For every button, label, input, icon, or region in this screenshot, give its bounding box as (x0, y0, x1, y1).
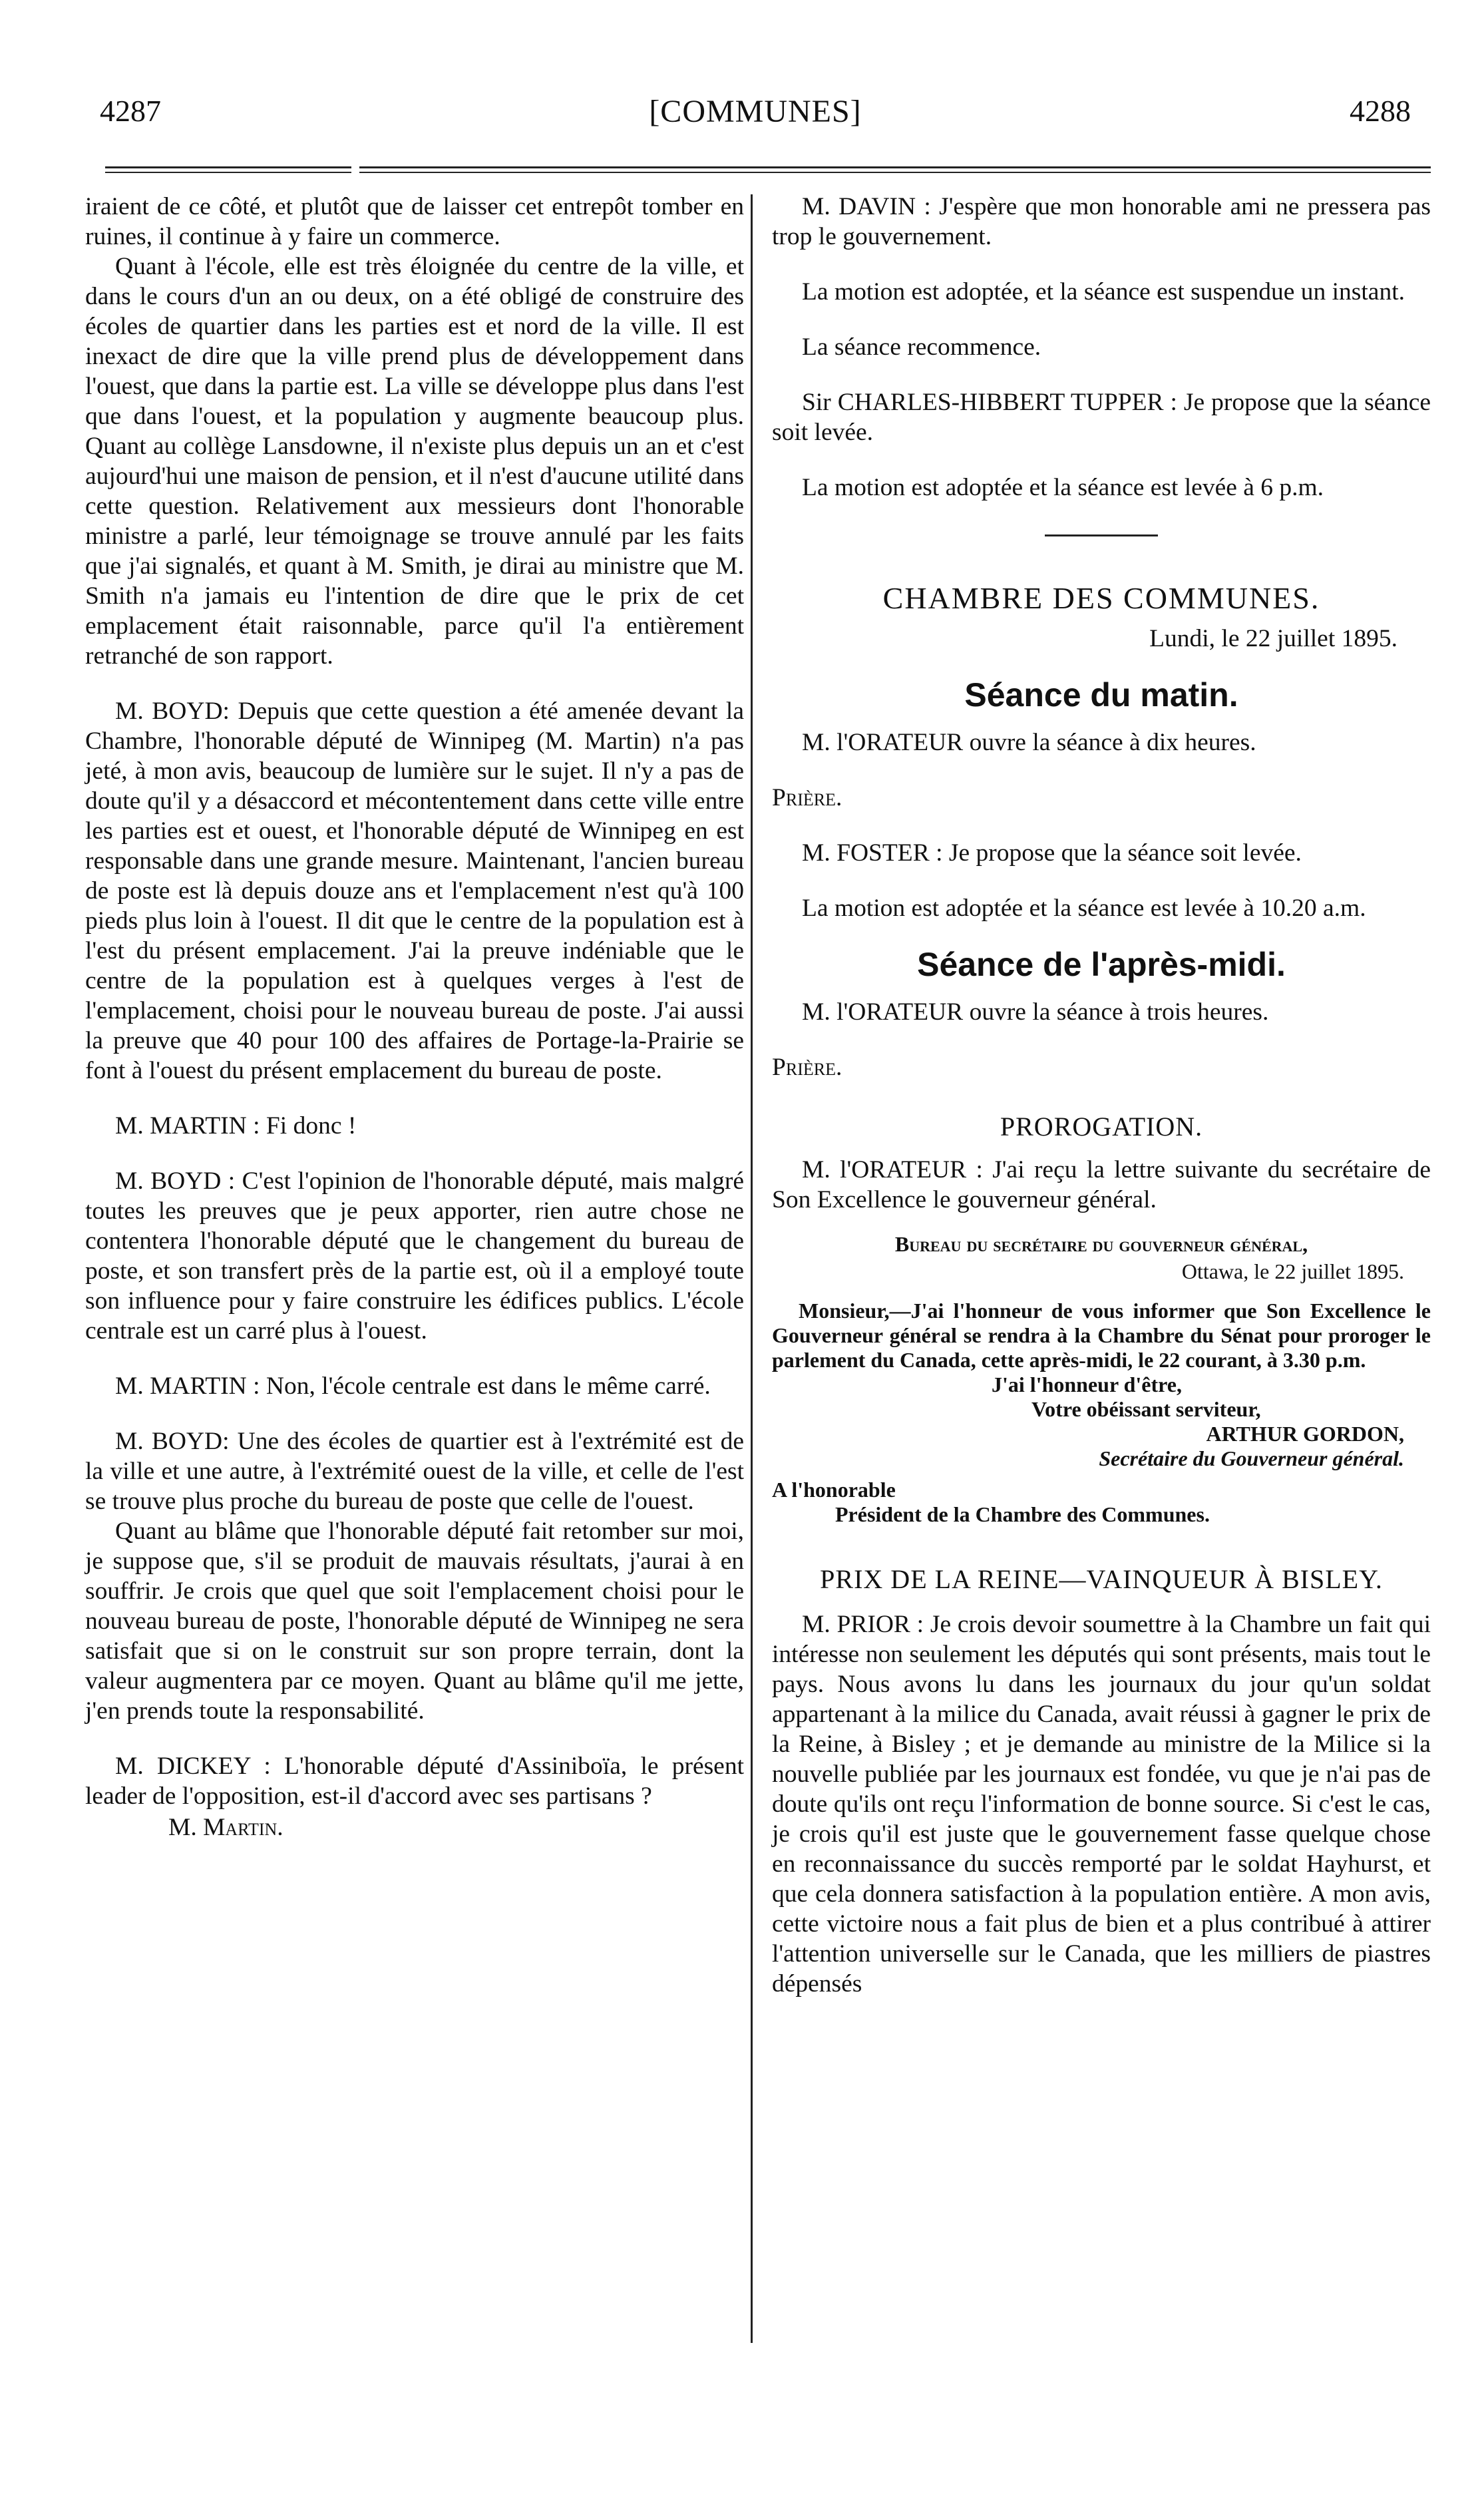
motion-text: La motion est adoptée, et la séance est suspendue un instant. (802, 278, 1405, 306)
page-header (100, 93, 1411, 140)
paragraph: Quant au blâme que l'honorable député fait retomber sur moi, je suppose que, s'il se produit de mauvais résultats, j'aurai à en souffrir. Je crois que quel que soit l'emplacement choisi pour le nouveau bureau de poste, l'honorable député de Winnipeg ne sera satisfait que si on le construit sur son propre terrain, dont la valeur augmentera par ce moyen. Quant au blâme qu'il me jette, j'en prends toute la responsabilité. (85, 1518, 744, 1725)
speech-martin: M. MARTIN : Fi donc ! (115, 1112, 357, 1140)
speech-davin: M. DAVIN : J'espère que mon honorable ami ne pressera pas trop le gouvernement. (772, 193, 1431, 250)
motion-text: La motion est adoptée et la séance est levée à 10.20 a.m. (802, 895, 1366, 922)
right-column (772, 192, 1431, 1999)
speech-foster: M. FOSTER : Je propose que la séance soit levée. (802, 839, 1302, 867)
page-number-right: 4288 (1350, 94, 1411, 128)
speech-boyd: M. BOYD: Une des écoles de quartier est à l'extrémité est de la ville et une autre, à l'extrémité ouest de la ville, et celle de l'est se trouve plus proche du bureau de poste que celle de l'ouest. (85, 1428, 744, 1515)
afternoon-sitting-heading: Séance de l'après-midi. (917, 946, 1286, 983)
section-rule (1045, 534, 1158, 536)
left-column (85, 192, 744, 1842)
speaker-opens: M. l'ORATEUR ouvre la séance à dix heures. (802, 729, 1256, 756)
morning-sitting-heading: Séance du matin. (964, 676, 1238, 714)
letter-signer: ARTHUR GORDON, (1206, 1422, 1404, 1446)
speaker-letter-intro: M. l'ORATEUR : J'ai reçu la lettre suivante du secrétaire de Son Excellence le gouverneur général. (772, 1156, 1431, 1213)
letter-place-date: Ottawa, le 22 juillet 1895. (1181, 1259, 1404, 1283)
speech-boyd: M. BOYD : C'est l'opinion de l'honorable député, mais malgré toutes les preuves que je peux apporter, rien autre chose ne contentera l'honorable député que le changement du bureau de poste, et son transfert près de la partie est, où il a employé toute son influence pour y faire construire les édifices publics. L'école centrale est un carré plus à l'ouest. (85, 1167, 744, 1345)
prayers: Prière. (772, 1054, 842, 1081)
letter-addressee: Président de la Chambre des Communes. (835, 1502, 1210, 1526)
letter-signer-title: Secrétaire du Gouverneur général. (1099, 1446, 1404, 1470)
paragraph: Quant à l'école, elle est très éloignée du centre de la ville, et dans le cours d'un an ou deux, on a été obligé de construire des écoles de quartier dans les parties est et nord de la ville. Il est inexact de dire que la ville prend plus de développement dans l'ouest, que dans la partie est. La ville se développe plus dans l'est que dans l'ouest, et la population y augmente beaucoup plus. Quant au collège Lansdowne, il n'existe plus depuis un an et c'est aujourd'hui une maison de pension, et il n'est d'aucune utilité dans cette question. Relativement aux messieurs dont l'honorable ministre a parlé, leur témoignage se trouve annulé par les faits que j'ai signalés, et quant à M. Smith, je dirai au ministre que M. Smith n'a jamais eu l'intention de dire que le prix de cet emplacement était raisonnable, parce qu'il l'a entièrement retranché de son rapport. (85, 253, 744, 670)
dateline: Lundi, le 22 juillet 1895. (1149, 625, 1397, 652)
header-rule-right (359, 166, 1431, 173)
speech-martin: M. MARTIN : Non, l'école centrale est dans le même carré. (115, 1372, 711, 1400)
speech-prior: M. PRIOR : Je crois devoir soumettre à la Chambre un fait qui intéresse non seulement les députés qui sont présents, mais tout le pays. Nous avons lu dans les journaux du jour qu'un soldat appartenant à la milice du Canada, avait réussi à gagner le prix de la Reine, à Bisley ; et je demande au ministre de la Milice si la nouvelle publiée par les journaux est fondée, vu que je n'ai pas de doute qu'ils ont reçu l'information de bonne source. Si c'est le cas, je crois qu'il est juste que le gouvernement fasse quelque chose en reconnaissance du succès remporté par le soldat Hayhurst, et que cela donnera satisfaction à la population entière. A mon avis, cette victoire nous a fait plus de bien et a plus contribué à attirer l'attention universelle sur le Canada, que les milliers de piastres dépensés (772, 1611, 1431, 1997)
header-rule-left (105, 166, 351, 173)
speaker-opens: M. l'ORATEUR ouvre la séance à trois heures. (802, 998, 1269, 1026)
speech-boyd: M. BOYD: Depuis que cette question a été amenée devant la Chambre, l'honorable député de Winnipeg (M. Martin) n'a pas jeté, à mon avis, beaucoup de lumière sur le sujet. Il n'y a pas de doute qu'il y a désaccord et mécontentement dans cette ville entre les parties est et ouest, et l'honorable député de Winnipeg en est responsable dans une grande mesure. Maintenant, l'ancien bureau de poste est là depuis douze ans et l'emplacement n'est qu'à 100 pieds plus loin à l'ouest. Il dit que le centre de la population est à l'est du présent emplacement. J'ai la preuve indéniable que le centre de la population est à quelques verges à l'est de l'emplacement, choisi pour le nouveau bureau de poste. J'ai aussi la preuve que 40 pour 100 des affaires de Portage-la-Prairie se font à l'ouest du présent emplacement du bureau de poste. (85, 698, 744, 1084)
letter-office: Bureau du secrétaire du gouverneur général, (894, 1232, 1308, 1256)
letter-addressee: A l'honorable (772, 1478, 896, 1502)
queens-prize-heading: PRIX DE LA REINE—VAINQUEUR À BISLEY. (820, 1564, 1383, 1594)
prayers: Prière. (772, 784, 842, 811)
running-title: [COMMUNES] (649, 94, 862, 129)
paragraph: iraient de ce côté, et plutôt que de laisser cet entrepôt tomber en ruines, il continue à y faire un commerce. (85, 193, 744, 250)
motion-text: La motion est adoptée et la séance est levée à 6 p.m. (802, 474, 1324, 501)
letter-closing: J'ai l'honneur d'être, (992, 1372, 1182, 1396)
prorogation-heading: PROROGATION. (1000, 1112, 1203, 1142)
session-resumes: La séance recommence. (802, 333, 1041, 361)
speech-dickey: M. DICKEY : L'honorable député d'Assiniboïa, le présent leader de l'opposition, est-il d'accord avec ses partisans ? (85, 1753, 744, 1810)
page-number-left: 4287 (100, 94, 161, 128)
letter-closing: Votre obéissant serviteur, (1031, 1397, 1261, 1421)
speaker-attribution: M. Martin. (168, 1814, 283, 1841)
chamber-title: CHAMBRE DES COMMUNES. (882, 581, 1320, 615)
column-divider (751, 194, 753, 2343)
letter-body: Monsieur,—J'ai l'honneur de vous informer que Son Excellence le Gouverneur général se rendra à la Chambre du Sénat pour proroger le parlement du Canada, cette après-midi, le 22 courant, à 3.30 p.m. (772, 1299, 1431, 1372)
speech-tupper: Sir CHARLES-HIBBERT TUPPER : Je propose que la séance soit levée. (772, 389, 1431, 446)
letter (772, 1232, 1431, 1527)
